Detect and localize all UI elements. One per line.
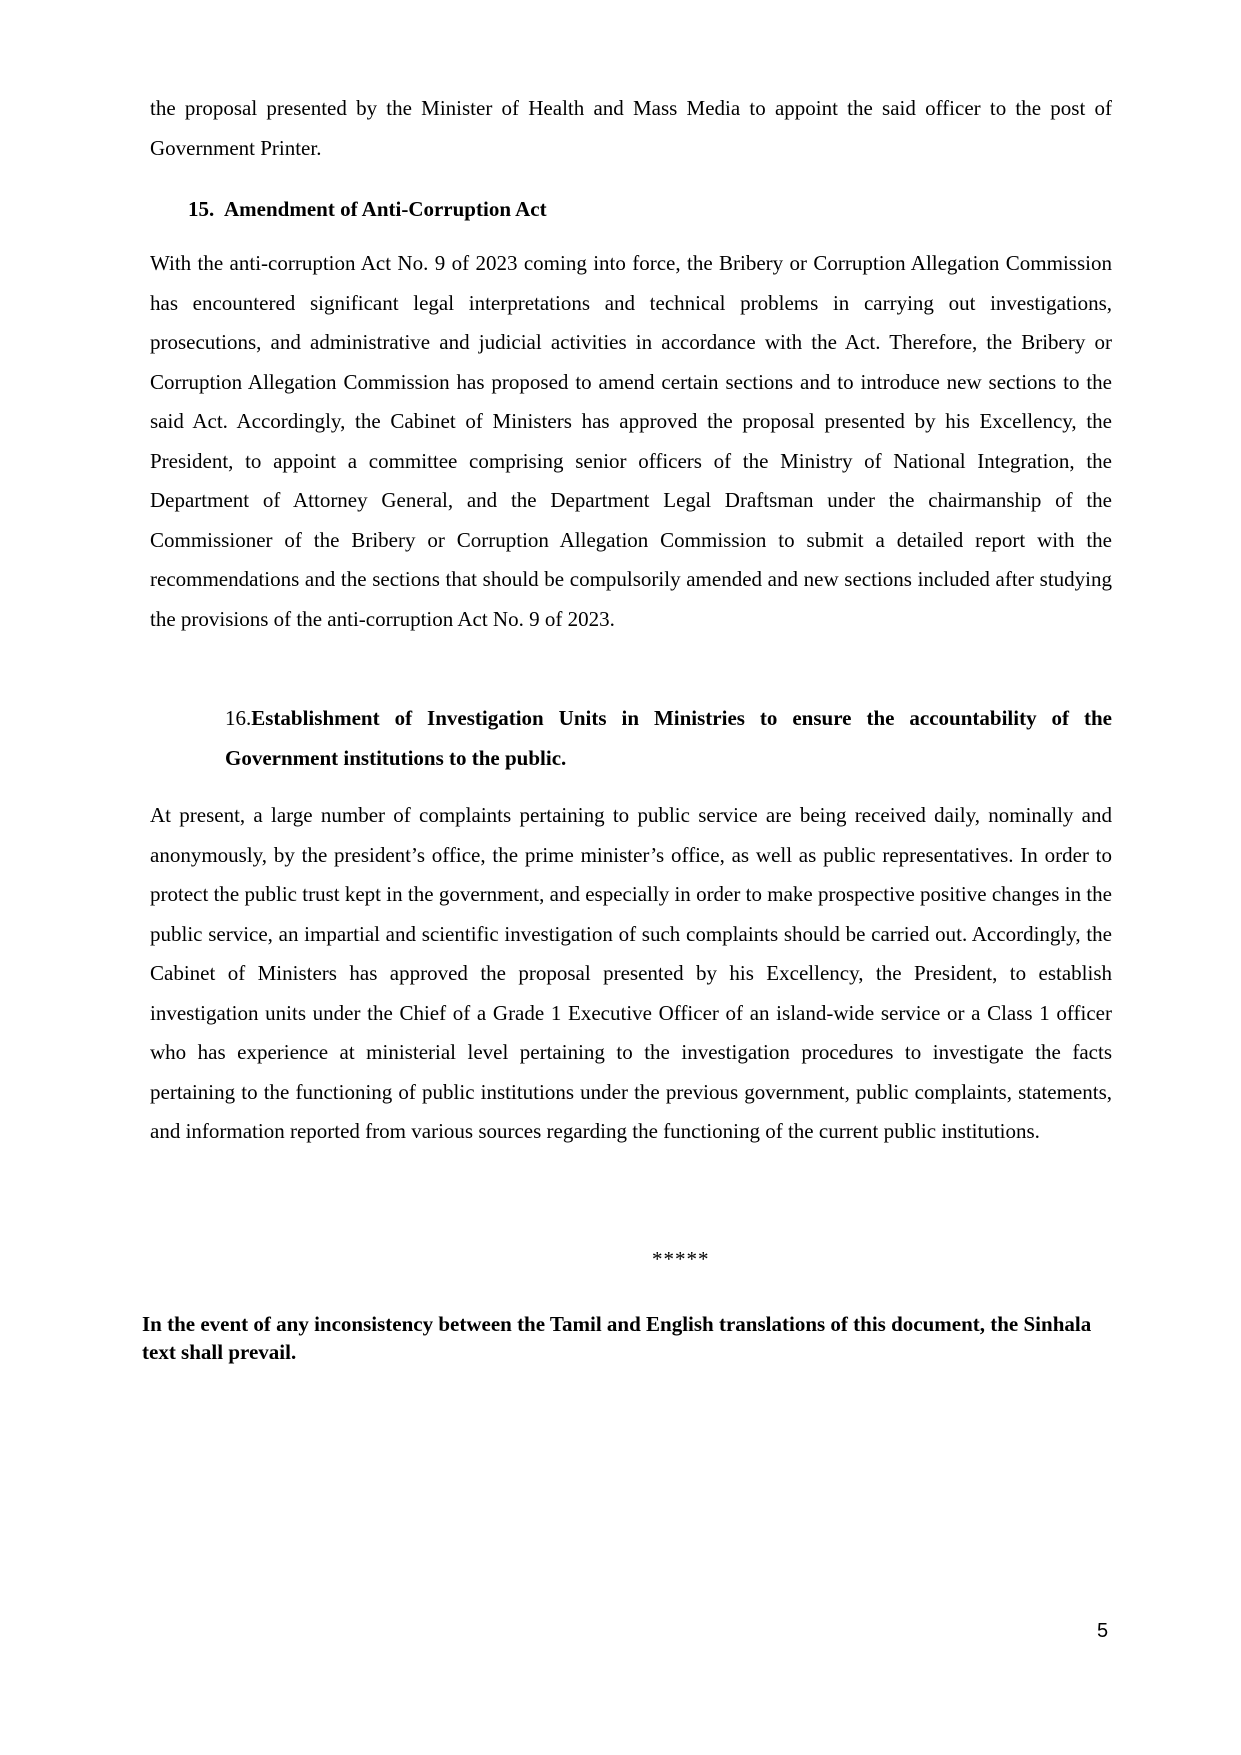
language-notice: In the event of any inconsistency between the Tamil and English translations of this document, the Sinhala text shall prevail.	[142, 1312, 1092, 1364]
section-15-title: Amendment of Anti-Corruption Act	[224, 197, 547, 221]
intro-paragraph: the proposal presented by the Minister of Health and Mass Media to appoint the said officer to the post of Government Printer.	[150, 96, 1112, 160]
section-16-body: At present, a large number of complaints pertaining to public service are being received daily, nominally and anonymously, by the president’s office, the prime minister’s office, as well as public representatives. In order to protect the public trust kept in the government, and especially in order to make prospective positive changes in the public service, an impartial and scientific investigation of such complaints should be carried out. Accordingly, the Cabinet of Ministers has approved the proposal presented by his Excellency, the President, to establish investigation units under the Chief of a Grade 1 Executive Officer of an island-wide service or a Class 1 officer who has experience at ministerial level pertaining to the investigation procedures to investigate the facts pertaining to the functioning of public institutions under the previous government, public complaints, statements, and information reported from various sources regarding the functioning of the current public institutions.	[150, 803, 1112, 1143]
section-separator: *****	[652, 1247, 710, 1271]
section-16-number: 16.	[225, 706, 252, 730]
section-15-body: With the anti-corruption Act No. 9 of 2023 coming into force, the Bribery or Corruption Allegation Commission has encountered significant legal interpretations and technical problems in carrying out investigations, prosecutions, and administrative and judicial activities in accordance with the Act. Therefore, the Bribery or Corruption Allegation Commission has proposed to amend certain sections and to introduce new sections to the said Act. Accordingly, the Cabinet of Ministers has approved the proposal presented by his Excellency, the President, to appoint a committee comprising senior officers of the Ministry of National Integration, the Department of Attorney General, and the Department Legal Draftsman under the chairmanship of the Commissioner of the Bribery or Corruption Allegation Commission to submit a detailed report with the recommendations and the sections that should be compulsorily amended and new sections included after studying the provisions of the anti-corruption Act No. 9 of 2023.	[150, 251, 1112, 631]
section-15-number: 15.	[188, 197, 215, 221]
section-16-title: Establishment of Investigation Units in Ministries to ensure the accountability of the Government institutions to the public.	[225, 706, 1112, 770]
section-15-heading	[188, 190, 547, 230]
section-16-heading	[225, 699, 1112, 778]
page-number: 5	[1097, 1620, 1109, 1642]
